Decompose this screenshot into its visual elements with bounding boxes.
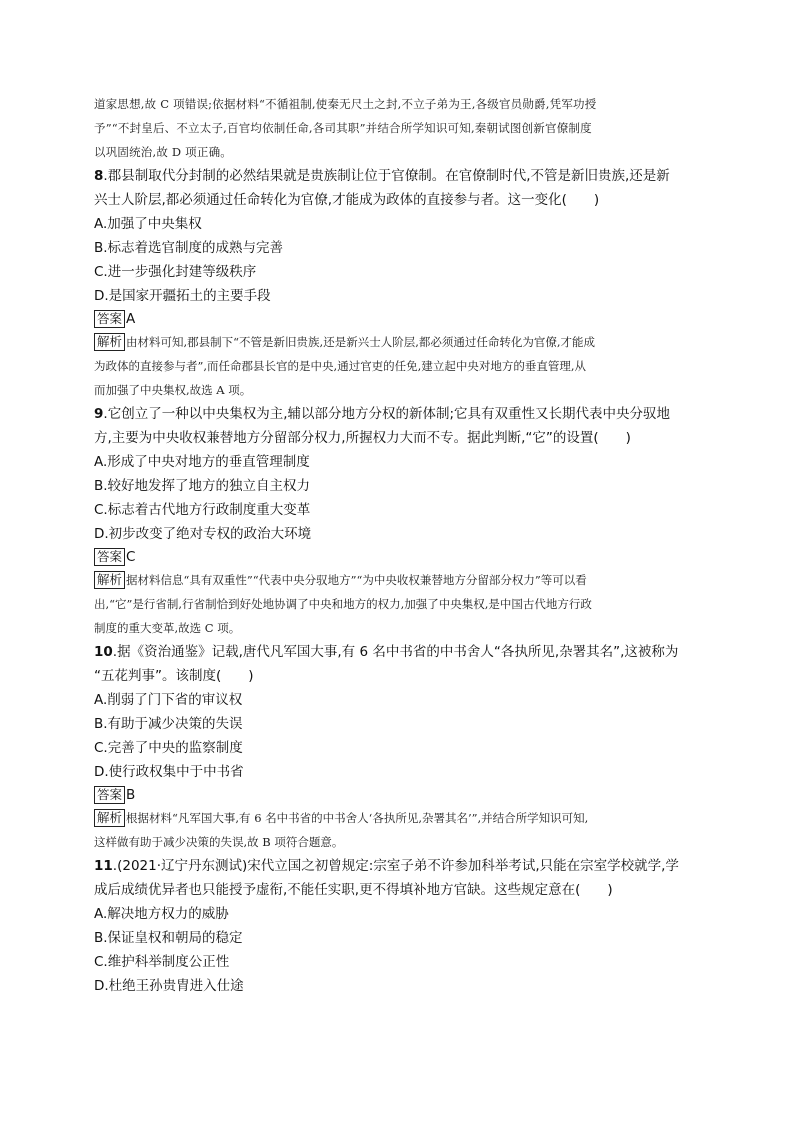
analysis-tag: 解析 xyxy=(94,571,125,589)
question-stem: 成后成绩优异者也只能授予虚衔,不能任实职,更不得填补地方官缺。这些规定意在( ) xyxy=(94,882,613,898)
analysis-tag: 解析 xyxy=(94,809,125,827)
question-stem: 11.(2021·辽宁丹东测试)宋代立国之初曾规定:宗室子弟不许参加科举考试,只能在宗室学校就学,学 xyxy=(94,858,679,874)
option-b: B.有助于减少决策的失误 xyxy=(94,716,243,732)
question-stem: 9.它创立了一种以中央集权为主,辅以部分地方分权的新体制;它具有双重性又长期代表中央分驭地 xyxy=(94,406,671,422)
analysis-line: 制度的重大变革,故选 C 项。 xyxy=(94,621,241,635)
question-number: 10 xyxy=(94,644,113,660)
question-10 xyxy=(94,640,704,854)
analysis-line: 为政体的直接参与者”,而任命郡县长官的是中央,通过官吏的任免,建立起中央对地方的垂直管理,从 xyxy=(94,359,586,373)
analysis-line: 这样做有助于减少决策的失误,故 B 项符合题意。 xyxy=(94,835,344,849)
option-d: D.初步改变了绝对专权的政治大环境 xyxy=(94,526,312,542)
question-stem: 方,主要为中央收权兼替地方分留部分权力,所握权力大而不专。据此判断,“它”的设置( ) xyxy=(94,430,631,446)
option-c: C.标志着古代地方行政制度重大变革 xyxy=(94,502,311,518)
document-page xyxy=(94,92,704,998)
question-number: 9 xyxy=(94,406,104,422)
question-stem: “五花判事”。该制度( ) xyxy=(94,668,254,684)
question-8 xyxy=(94,164,704,402)
option-b: B.标志着选官制度的成熟与完善 xyxy=(94,240,284,256)
option-c: C.维护科举制度公正性 xyxy=(94,954,230,970)
question-stem: 10.据《资治通鉴》记载,唐代凡军国大事,有 6 名中书省的中书舍人“各执所见,杂署其名”,这被称为 xyxy=(94,644,679,660)
analysis-line: 解析 据材料信息“具有双重性”“代表中央分驭地方”“为中央收权兼替地方分留部分权力”等可以看 xyxy=(94,568,704,592)
analysis-line: 而加强了中央集权,故选 A 项。 xyxy=(94,383,252,397)
answer-tag: 答案 xyxy=(94,548,125,566)
answer-tag: 答案 xyxy=(94,310,125,328)
question-stem: 兴士人阶层,都必须通过任命转化为官僚,才能成为政体的直接参与者。这一变化( ) xyxy=(94,192,600,208)
option-a: A.削弱了门下省的审议权 xyxy=(94,692,243,708)
explanation-line: 道家思想,故 C 项错误;依据材料“不循祖制,使秦无尺土之封,不立子弟为王,各级官员勋爵,凭军功授 xyxy=(94,97,597,111)
answer-value: C xyxy=(126,549,136,565)
explanation-continued xyxy=(94,92,704,164)
analysis-tag: 解析 xyxy=(94,333,125,351)
option-a: A.加强了中央集权 xyxy=(94,216,202,232)
question-stem: 8.郡县制取代分封制的必然结果就是贵族制让位于官僚制。在官僚制时代,不管是新旧贵族,还是新 xyxy=(94,168,670,184)
option-d: D.是国家开疆拓土的主要手段 xyxy=(94,288,271,304)
answer-value: B xyxy=(126,787,136,803)
question-source: .(2021·辽宁丹东测试) xyxy=(112,858,248,874)
option-a: A.形成了中央对地方的垂直管理制度 xyxy=(94,454,310,470)
explanation-line: 予”“不封皇后、不立太子,百官均依制任命,各司其职”并结合所学知识可知,秦朝试图创新官僚制度 xyxy=(94,121,592,135)
analysis-line: 出,“它”是行省制,行省制恰到好处地协调了中央和地方的权力,加强了中央集权,是中国古代地方行政 xyxy=(94,597,592,611)
option-d: D.使行政权集中于中书省 xyxy=(94,764,244,780)
option-c: C.完善了中央的监察制度 xyxy=(94,740,243,756)
answer-row xyxy=(94,784,704,806)
option-d: D.杜绝王孙贵胄进入仕途 xyxy=(94,978,244,994)
answer-tag: 答案 xyxy=(94,786,125,804)
option-c: C.进一步强化封建等级秩序 xyxy=(94,264,257,280)
answer-value: A xyxy=(126,311,136,327)
question-number: 11 xyxy=(94,858,113,874)
question-11 xyxy=(94,854,704,998)
answer-row xyxy=(94,308,704,330)
option-b: B.保证皇权和朝局的稳定 xyxy=(94,930,243,946)
analysis-line: 解析 根据材料“凡军国大事,有 6 名中书省的中书舍人‘各执所见,杂署其名’”,并结合所学知识可知, xyxy=(94,806,704,830)
option-a: A.解决地方权力的威胁 xyxy=(94,906,229,922)
question-9 xyxy=(94,402,704,640)
option-b: B.较好地发挥了地方的独立自主权力 xyxy=(94,478,311,494)
explanation-line: 以巩固统治,故 D 项正确。 xyxy=(94,145,232,159)
analysis-line: 解析 由材料可知,郡县制下“不管是新旧贵族,还是新兴士人阶层,都必须通过任命转化为官僚,才能成 xyxy=(94,330,704,354)
answer-row xyxy=(94,546,704,568)
question-number: 8 xyxy=(94,168,104,184)
